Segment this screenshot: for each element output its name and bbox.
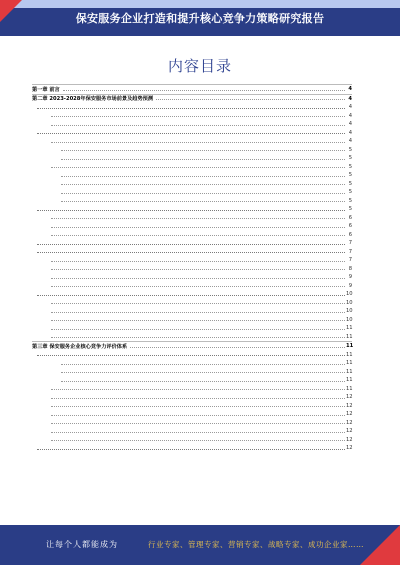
toc-entry-label: 第一章 前言 [32, 86, 60, 93]
toc-dot-leader [51, 337, 345, 338]
toc-dot-leader [61, 184, 345, 185]
toc-entry-row[interactable] [32, 290, 352, 299]
toc-chapter-row[interactable] [32, 84, 352, 94]
toc-page-number: 5 [348, 197, 352, 204]
toc-page-number: 11 [346, 377, 353, 384]
toc-page-number: 6 [348, 231, 352, 238]
toc-page-number: 6 [348, 223, 352, 230]
footer-slogan: 让每个人都能成为 [46, 540, 118, 549]
toc-dot-leader [51, 125, 345, 126]
toc-entry-row[interactable] [32, 427, 352, 436]
toc-entry-row[interactable] [32, 103, 352, 112]
toc-page-number: 6 [348, 214, 352, 221]
toc-dot-leader [51, 432, 345, 433]
toc-entry-row[interactable] [32, 129, 352, 138]
toc-dot-leader [51, 261, 345, 262]
toc-entry-row[interactable] [32, 333, 352, 342]
toc-page-number: 5 [348, 172, 352, 179]
toc-page-number: 7 [348, 248, 352, 255]
toc-page-number: 4 [348, 129, 352, 136]
toc-entry-row[interactable] [32, 256, 352, 265]
toc-dot-leader [51, 116, 345, 117]
toc-heading: 内容目录 [167, 57, 232, 75]
toc-dot-leader [51, 398, 345, 399]
toc-entry-row[interactable] [32, 154, 352, 163]
toc-entry-label: 第三章 保安服务企业核心竞争力评价体系 [32, 343, 128, 350]
toc-dot-leader [61, 364, 345, 365]
toc-entry-row[interactable] [32, 359, 352, 368]
toc-dot-leader [61, 159, 345, 160]
toc-dot-leader [51, 235, 345, 236]
toc-page-number: 12 [346, 436, 353, 443]
toc-entry-row[interactable] [32, 112, 352, 121]
toc-entry-row[interactable] [32, 419, 352, 428]
footer-band [0, 525, 400, 565]
toc-page-number: 12 [346, 402, 353, 409]
header-light-stripe [0, 0, 400, 8]
toc-dot-leader [51, 415, 345, 416]
toc-page-number: 4 [348, 86, 352, 93]
toc-entry-row[interactable] [32, 239, 352, 248]
toc-dot-leader [61, 150, 345, 151]
toc-entry-row[interactable] [32, 137, 352, 146]
footer-tags: 行业专家、管理专家、营销专家、战略专家、成功企业家…… [148, 540, 364, 549]
toc-page-number: 10 [346, 308, 353, 315]
toc-dot-leader [61, 381, 345, 382]
toc-page-number: 12 [346, 445, 353, 452]
toc-entry-row[interactable] [32, 307, 352, 316]
toc-page-number: 4 [348, 104, 352, 111]
toc-page-number: 11 [346, 351, 353, 358]
footer-red-triangle [360, 525, 400, 565]
toc-entry-row[interactable] [32, 163, 352, 172]
toc-page-number: 11 [346, 325, 353, 332]
toc-page-number: 11 [346, 333, 353, 340]
toc-entry-row[interactable] [32, 402, 352, 411]
toc-page-number: 10 [346, 291, 353, 298]
toc-page-number: 12 [346, 394, 353, 401]
toc-entry-row[interactable] [32, 444, 352, 453]
toc-page-number: 4 [348, 112, 352, 119]
toc-page-number: 4 [348, 121, 352, 128]
toc-page-number: 11 [346, 385, 353, 392]
toc-page-number: 9 [348, 282, 352, 289]
toc-dot-leader [37, 295, 345, 296]
toc-page-number: 8 [348, 265, 352, 272]
toc-entry-row[interactable] [32, 316, 352, 325]
toc-dot-leader [51, 227, 345, 228]
toc-page-number: 5 [348, 180, 352, 187]
report-title: 保安服务企业打造和提升核心竞争力策略研究报告 [75, 12, 325, 25]
toc-page-number: 4 [348, 138, 352, 145]
toc-page-number: 10 [346, 299, 353, 306]
toc-dot-leader [156, 99, 345, 100]
toc-dot-leader [51, 142, 345, 143]
toc-dot-leader [51, 312, 345, 313]
toc-entry-row[interactable] [32, 205, 352, 214]
toc-dot-leader [61, 176, 345, 177]
toc-entry-row[interactable] [32, 273, 352, 282]
toc-dot-leader [37, 210, 345, 211]
toc-dot-leader [63, 90, 345, 91]
toc-dot-leader [51, 278, 345, 279]
report-header-band [0, 0, 400, 36]
toc-page-number: 12 [346, 419, 353, 426]
toc-entry-label: 第二章 2023-2028年保安服务市场前景及趋势预测 [32, 96, 154, 103]
toc-entry-row[interactable] [32, 197, 352, 206]
toc-page-number: 5 [348, 206, 352, 213]
toc-entry-row[interactable] [32, 180, 352, 189]
toc-dot-leader [51, 269, 345, 270]
toc-dot-leader [37, 355, 345, 356]
toc-dot-leader [130, 347, 345, 348]
toc-dot-leader [37, 449, 345, 450]
toc-dot-leader [51, 320, 345, 321]
toc-page-number: 12 [346, 428, 353, 435]
toc-entry-row[interactable] [32, 376, 352, 385]
toc-page-number: 11 [346, 368, 353, 375]
toc-dot-leader [51, 329, 345, 330]
toc-entry-row[interactable] [32, 248, 352, 257]
toc-chapter-row[interactable] [32, 341, 352, 351]
toc-dot-leader [37, 252, 345, 253]
toc-dot-leader [37, 108, 345, 109]
toc-page-number: 9 [348, 274, 352, 281]
toc-dot-leader [51, 423, 345, 424]
toc-entry-row[interactable] [32, 146, 352, 155]
toc-entry-row[interactable] [32, 222, 352, 231]
toc-entry-row[interactable] [32, 214, 352, 223]
toc-chapter-row[interactable] [32, 94, 352, 104]
toc-entry-row[interactable] [32, 231, 352, 240]
toc-dot-leader [37, 133, 345, 134]
toc-entry-row[interactable] [32, 385, 352, 394]
toc-entry-row[interactable] [32, 265, 352, 274]
toc-page-number: 5 [348, 155, 352, 162]
toc-page-number: 7 [348, 240, 352, 247]
table-of-contents [32, 84, 352, 453]
toc-entry-row[interactable] [32, 324, 352, 333]
toc-dot-leader [61, 193, 345, 194]
toc-entry-row[interactable] [32, 368, 352, 377]
toc-entry-row[interactable] [32, 436, 352, 445]
toc-page-number: 4 [348, 95, 352, 102]
toc-dot-leader [51, 286, 345, 287]
toc-dot-leader [61, 201, 345, 202]
toc-dot-leader [51, 389, 345, 390]
toc-page-number: 12 [346, 411, 353, 418]
toc-entry-row[interactable] [32, 171, 352, 180]
toc-dot-leader [51, 440, 345, 441]
toc-entry-row[interactable] [32, 188, 352, 197]
toc-dot-leader [51, 303, 345, 304]
toc-dot-leader [51, 406, 345, 407]
toc-page-number: 5 [348, 189, 352, 196]
toc-dot-leader [51, 218, 345, 219]
toc-dot-leader [37, 244, 345, 245]
toc-dot-leader [51, 167, 345, 168]
toc-page-number: 7 [348, 257, 352, 264]
toc-page-number: 5 [348, 163, 352, 170]
toc-dot-leader [61, 372, 345, 373]
toc-entry-row[interactable] [32, 282, 352, 291]
toc-page-number: 10 [346, 316, 353, 323]
toc-entry-row[interactable] [32, 393, 352, 402]
toc-entry-row[interactable] [32, 299, 352, 308]
toc-page-number: 11 [346, 343, 354, 350]
toc-page-number: 5 [348, 146, 352, 153]
toc-entry-row[interactable] [32, 351, 352, 360]
toc-page-number: 11 [346, 360, 353, 367]
toc-entry-row[interactable] [32, 120, 352, 129]
toc-entry-row[interactable] [32, 410, 352, 419]
